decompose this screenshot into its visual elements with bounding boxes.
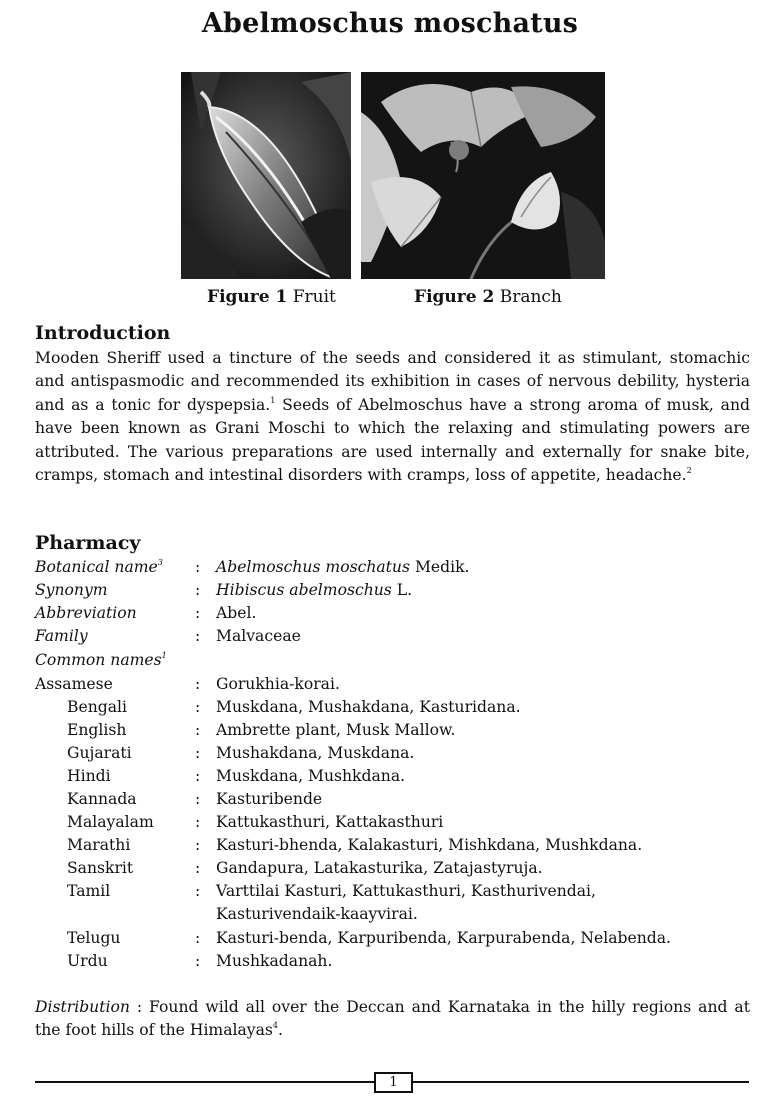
footer-rule-left — [35, 1081, 374, 1083]
footnote-ref: 4 — [272, 1021, 278, 1031]
figure-2-caption: Figure 2 Branch — [414, 287, 562, 307]
footnote-ref: 1 — [270, 395, 276, 405]
field-value: Abel. — [216, 604, 257, 622]
common-name-row: Malayalam : Kattukasthuri, Kattakasthuri — [67, 813, 444, 831]
common-name-row: Sanskrit : Gandapura, Latakasturika, Zatajastyruja. — [67, 859, 543, 877]
field-value: Abelmoschus moschatus Medik. — [216, 558, 470, 576]
common-name-row-continued: Kasturivendaik-kaayvirai. — [216, 905, 418, 923]
synonym-row: Synonym : Hibiscus abelmoschus L. — [0, 579, 780, 602]
common-name-row: Telugu : Kasturi-benda, Karpuribenda, Karpurabenda, Nelabenda. — [67, 929, 671, 947]
footer-rule-right — [411, 1081, 749, 1083]
figure-1-caption: Figure 1 Fruit — [207, 287, 336, 307]
abbreviation-row: Abbreviation : Abel. — [0, 602, 780, 625]
common-name-row: Hindi : Muskdana, Mushkdana. — [67, 767, 406, 785]
common-name-row: Marathi : Kasturi-bhenda, Kalakasturi, Mishkdana, Mushkdana. — [67, 836, 643, 854]
field-label: Abbreviation — [35, 604, 137, 622]
introduction-paragraph: Mooden Sheriff used a tincture of the seeds and considered it as stimulant, stomachic and antispasmodic and recommended its exhibition in cases of nervous debility, hysteria and as a tonic for dyspepsia.$^1$ Seeds of Abelmoschus have a strong aroma of musk, and have been known as Grani Moschi to which the relaxing and stimulating powers are attributed. The various preparations are used internally and externally for snake bite, cramps, stomach and intestinal disorders with cramps, loss of appetite, headache.$^2$ — [35, 349, 750, 485]
common-names-row — [0, 649, 780, 672]
pharmacy-heading: Pharmacy — [35, 532, 141, 554]
common-name-row: English : Ambrette plant, Musk Mallow. — [67, 721, 456, 739]
common-name-row: Tamil : Varttilai Kasturi, Kattukasthuri, Kasthurivendai, — [67, 882, 596, 900]
common-name-row: Kannada : Kasturibende — [67, 790, 323, 808]
common-name-row: Gujarati : Mushakdana, Muskdana. — [67, 744, 415, 762]
field-label: Synonym — [35, 581, 108, 599]
figure-1-fruit-photo — [181, 72, 351, 279]
footnote-ref: 2 — [686, 466, 692, 476]
botanical-name-row: Botanical name$^3$ : Abelmoschus moschatus Medik. — [0, 556, 780, 579]
field-label: Family — [35, 627, 88, 645]
introduction-heading: Introduction — [35, 322, 171, 344]
field-label: Common names$^1$ — [35, 651, 167, 669]
common-name-row: Bengali : Muskdana, Mushakdana, Kasturidana. — [67, 698, 521, 716]
distribution-paragraph: Distribution : Found wild all over the Deccan and Karnataka in the hilly regions and at the foot hills of the Himalayas$^4$. — [35, 998, 750, 1040]
family-row: Family : Malvaceae — [0, 625, 780, 648]
page-number: 1 — [374, 1072, 413, 1093]
field-label: Botanical name$^3$ — [35, 558, 163, 576]
field-value: Malvaceae — [216, 627, 301, 645]
page-title: Abelmoschus moschatus — [201, 8, 579, 39]
field-value: Hibiscus abelmoschus L. — [216, 581, 413, 599]
common-name-row: Assamese : Gorukhia-korai. — [35, 675, 340, 693]
figure-2-branch-photo — [361, 72, 605, 279]
common-name-row: Urdu : Mushkadanah. — [67, 952, 333, 970]
